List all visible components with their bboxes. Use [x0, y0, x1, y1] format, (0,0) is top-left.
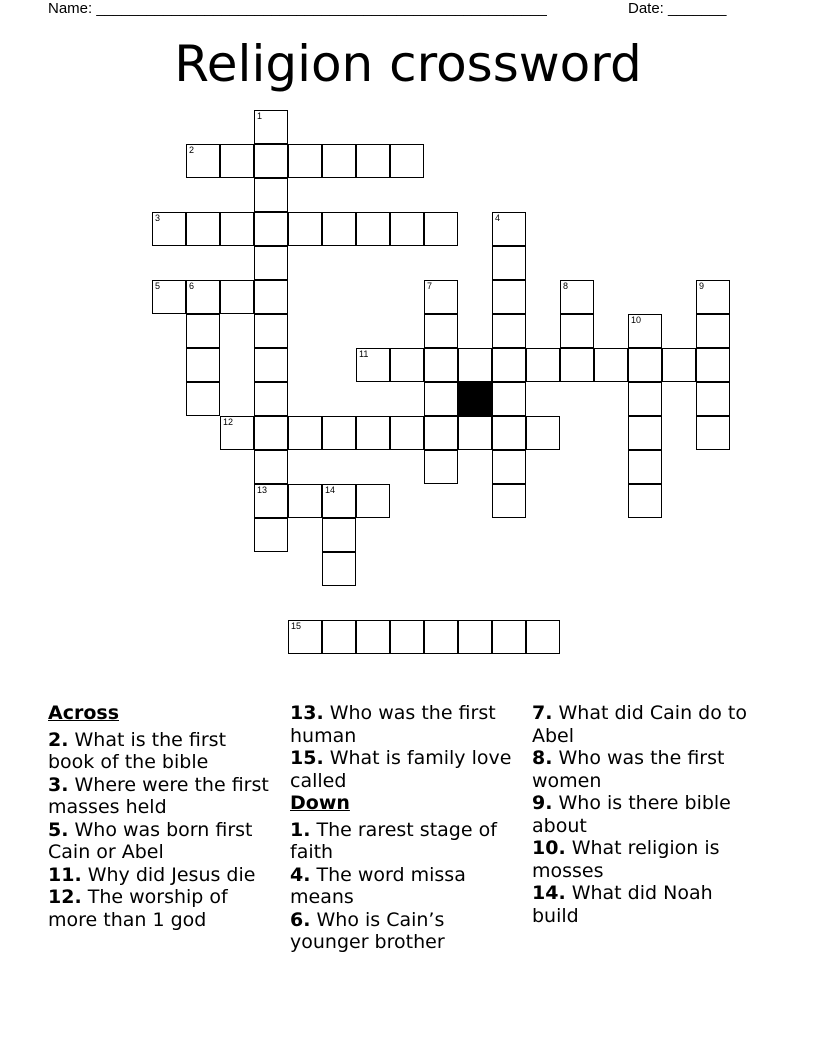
clues-column-3: [532, 702, 762, 927]
clue-num: 15.: [290, 747, 324, 769]
clue-text: The word missa means: [290, 863, 466, 908]
clue-text: What is the first book of the bible: [48, 728, 227, 773]
clue-number: 5: [155, 281, 161, 291]
grid-cell[interactable]: [526, 416, 560, 450]
grid-cell[interactable]: [356, 620, 390, 654]
page-title: Religion crossword: [174, 35, 642, 93]
grid-cell[interactable]: [356, 416, 390, 450]
grid-cell[interactable]: [492, 212, 526, 246]
clue-num: 13.: [290, 702, 324, 724]
grid-cell[interactable]: [322, 518, 356, 552]
grid-cell[interactable]: [390, 348, 424, 382]
clue-num: 7.: [532, 702, 553, 724]
grid-cell[interactable]: [424, 280, 458, 314]
clue-num: 12.: [48, 886, 82, 908]
clue-text: What did Noah build: [532, 882, 713, 927]
clue-item: [290, 819, 520, 864]
grid-cell[interactable]: [628, 450, 662, 484]
grid-cell[interactable]: [628, 382, 662, 416]
grid-cell[interactable]: [322, 620, 356, 654]
black-cell: [458, 382, 492, 416]
clue-number: 2: [189, 145, 195, 155]
grid-cell[interactable]: [356, 144, 390, 178]
grid-cell[interactable]: [288, 484, 322, 518]
grid-cell[interactable]: [322, 416, 356, 450]
grid-cell[interactable]: [356, 212, 390, 246]
grid-cell[interactable]: [492, 620, 526, 654]
grid-cell[interactable]: [186, 144, 220, 178]
clue-number: 9: [699, 281, 705, 291]
across-clue-list: [48, 729, 278, 932]
clue-item: [48, 774, 278, 819]
clue-num: 11.: [48, 863, 82, 886]
grid-cell[interactable]: [322, 212, 356, 246]
clue-num: 5.: [48, 818, 69, 841]
grid-cell[interactable]: [288, 144, 322, 178]
clue-num: 4.: [290, 863, 311, 886]
grid-cell[interactable]: [322, 144, 356, 178]
grid-cell[interactable]: [186, 382, 220, 416]
clue-item: [532, 837, 762, 882]
clue-item: [290, 864, 520, 909]
clue-number: 10: [631, 315, 642, 325]
grid-cell[interactable]: [322, 552, 356, 586]
grid-cell[interactable]: [696, 348, 730, 382]
down-clue-list: [290, 819, 520, 954]
clue-text: Who is Cain’s younger brother: [290, 908, 445, 953]
grid-cell[interactable]: [254, 110, 288, 144]
clue-num: 9.: [532, 792, 553, 814]
grid-cell[interactable]: [220, 144, 254, 178]
grid-cell[interactable]: [492, 382, 526, 416]
clue-text: Who was born first Cain or Abel: [48, 818, 253, 863]
clue-item: [532, 882, 762, 927]
grid-cell[interactable]: [696, 280, 730, 314]
grid-cell[interactable]: [186, 348, 220, 382]
clue-text: What is family love called: [290, 747, 512, 792]
clue-number: 14: [325, 485, 336, 495]
grid-cell[interactable]: [696, 382, 730, 416]
clue-item: [532, 747, 762, 792]
grid-cell[interactable]: [560, 348, 594, 382]
clue-number: 1: [257, 111, 263, 121]
grid-cell[interactable]: [288, 416, 322, 450]
clue-text: The rarest stage of faith: [290, 818, 497, 863]
clue-number: 13: [257, 485, 268, 495]
clue-num: 3.: [48, 773, 69, 796]
clue-text: Who was the first human: [290, 702, 496, 747]
grid-cell[interactable]: [254, 212, 288, 246]
grid-cell[interactable]: [696, 314, 730, 348]
across-heading: Across: [48, 702, 120, 724]
clue-num: 14.: [532, 882, 566, 904]
name-field: Name: ______________________________________________________: [48, 0, 547, 17]
grid-cell[interactable]: [254, 178, 288, 212]
clue-text: Who is there bible about: [532, 792, 731, 837]
grid-cell[interactable]: [186, 314, 220, 348]
grid-cell[interactable]: [254, 416, 288, 450]
grid-cell[interactable]: [220, 280, 254, 314]
clue-number: 3: [155, 213, 161, 223]
clue-item: [532, 792, 762, 837]
grid-cell[interactable]: [696, 416, 730, 450]
clue-num: 10.: [532, 837, 566, 859]
grid-cell[interactable]: [424, 212, 458, 246]
clues-column-1: [48, 702, 278, 931]
clue-number: 6: [189, 281, 195, 291]
grid-cell[interactable]: [424, 348, 458, 382]
grid-cell[interactable]: [458, 620, 492, 654]
grid-cell[interactable]: [662, 348, 696, 382]
grid-cell[interactable]: [492, 246, 526, 280]
grid-cell[interactable]: [560, 314, 594, 348]
grid-cell[interactable]: [458, 416, 492, 450]
grid-cell[interactable]: [390, 416, 424, 450]
grid-cell[interactable]: [424, 382, 458, 416]
grid-cell[interactable]: [254, 518, 288, 552]
clue-text: What religion is mosses: [532, 837, 720, 882]
clue-item: [48, 729, 278, 774]
clue-num: 6.: [290, 908, 311, 931]
clue-item: [290, 702, 520, 747]
grid-cell[interactable]: [492, 280, 526, 314]
clue-text: Why did Jesus die: [81, 863, 256, 886]
clue-item: [290, 747, 520, 792]
grid-cell[interactable]: [390, 620, 424, 654]
clue-number: 8: [563, 281, 569, 291]
grid-cell[interactable]: [186, 280, 220, 314]
grid-cell[interactable]: [492, 348, 526, 382]
grid-cell[interactable]: [152, 212, 186, 246]
down-heading: Down: [290, 792, 350, 814]
clues-column-2: [290, 702, 520, 954]
clue-number: 7: [427, 281, 433, 291]
grid-cell[interactable]: [492, 314, 526, 348]
grid-cell[interactable]: [254, 246, 288, 280]
grid-cell[interactable]: [492, 450, 526, 484]
clue-number: 12: [223, 417, 234, 427]
grid-cell[interactable]: [424, 450, 458, 484]
grid-cell[interactable]: [356, 348, 390, 382]
grid-cell[interactable]: [220, 416, 254, 450]
clue-item: [532, 702, 762, 747]
clue-number: 15: [291, 621, 302, 631]
across-clue-list-continued: [290, 702, 520, 792]
clue-text: Where were the first masses held: [48, 773, 269, 818]
grid-cell[interactable]: [254, 484, 288, 518]
down-clue-list-continued: [532, 702, 762, 927]
clue-item: [290, 909, 520, 954]
clue-item: [48, 819, 278, 864]
clue-number: 4: [495, 213, 501, 223]
clue-num: 1.: [290, 818, 311, 841]
clue-text: Who was the first women: [532, 747, 725, 792]
grid-cell[interactable]: [288, 212, 322, 246]
grid-cell[interactable]: [322, 484, 356, 518]
grid-cell[interactable]: [254, 280, 288, 314]
grid-cell[interactable]: [356, 484, 390, 518]
clue-number: 11: [359, 349, 369, 359]
clue-text: The worship of more than 1 god: [48, 886, 228, 931]
grid-cell[interactable]: [628, 348, 662, 382]
date-field: Date: _______: [628, 0, 727, 17]
grid-cell[interactable]: [390, 212, 424, 246]
clue-num: 8.: [532, 747, 553, 769]
grid-cell[interactable]: [254, 144, 288, 178]
grid-cell[interactable]: [492, 416, 526, 450]
grid-cell[interactable]: [186, 212, 220, 246]
grid-cell[interactable]: [254, 348, 288, 382]
clue-num: 2.: [48, 728, 69, 751]
grid-cell[interactable]: [492, 484, 526, 518]
clue-text: What did Cain do to Abel: [532, 702, 747, 747]
grid-cell[interactable]: [628, 416, 662, 450]
grid-cell[interactable]: [526, 348, 560, 382]
grid-cell[interactable]: [424, 314, 458, 348]
grid-cell[interactable]: [458, 348, 492, 382]
grid-cell[interactable]: [526, 620, 560, 654]
grid-cell[interactable]: [594, 348, 628, 382]
grid-cell[interactable]: [424, 416, 458, 450]
grid-cell[interactable]: [220, 212, 254, 246]
grid-cell[interactable]: [288, 620, 322, 654]
grid-cell[interactable]: [560, 280, 594, 314]
grid-cell[interactable]: [152, 280, 186, 314]
grid-cell[interactable]: [390, 144, 424, 178]
grid-cell[interactable]: [254, 450, 288, 484]
clue-item: [48, 864, 278, 887]
grid-cell[interactable]: [254, 382, 288, 416]
grid-cell[interactable]: [254, 314, 288, 348]
clue-item: [48, 886, 278, 931]
grid-cell[interactable]: [628, 314, 662, 348]
grid-cell[interactable]: [424, 620, 458, 654]
grid-cell[interactable]: [628, 484, 662, 518]
